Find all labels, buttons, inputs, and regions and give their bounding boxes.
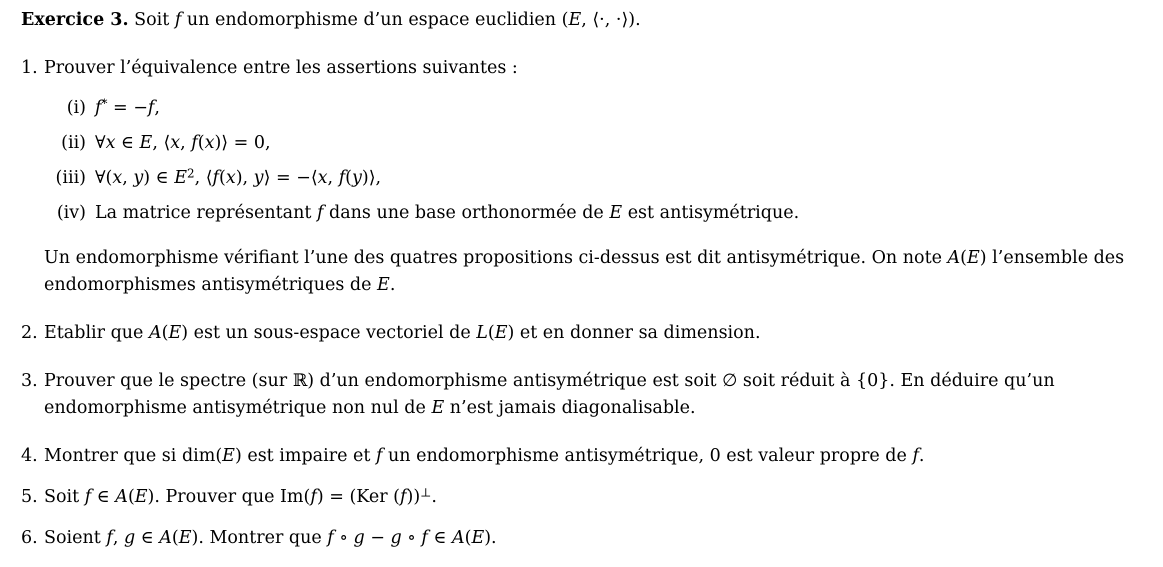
text-segment: )⟩, [361, 168, 382, 188]
text-segment: E [967, 248, 980, 268]
text-segment: , [154, 98, 160, 118]
text-segment: ) ∈ [143, 168, 175, 188]
text-segment: y [352, 168, 362, 188]
text-segment: g [390, 528, 402, 548]
text-segment: ). Montrer que [191, 528, 328, 548]
text-segment: )) [406, 487, 421, 507]
item-number: 2. [21, 323, 38, 343]
text-segment: E [222, 446, 235, 466]
text-segment: Prouver que le spectre (sur ℝ) d’un endomorphisme antisymétrique est soit ∅ soit réduit à {0}. En déduire qu’un endomorphisme antisymétrique non nul de [44, 371, 1055, 418]
text-segment: x [204, 133, 215, 153]
assertion-text [95, 130, 1133, 157]
text-segment: E [377, 275, 390, 295]
text-segment: A [148, 323, 162, 343]
item-number: 3. [21, 371, 38, 391]
text-segment: ⟩ = −⟨ [263, 168, 318, 188]
text-segment: f [310, 487, 317, 507]
text-segment: f [106, 528, 113, 548]
text-segment: ( [171, 528, 179, 548]
text-segment: f [95, 98, 102, 118]
text-segment: est antisymétrique. [622, 203, 800, 223]
text-segment: − [364, 528, 391, 548]
text-segment: . [918, 446, 925, 466]
text-segment: x [105, 133, 116, 153]
item-text [44, 320, 1133, 347]
item-text [44, 484, 1133, 511]
text-segment: Un endomorphisme vérifiant l’une des quatres propositions ci-dessus est dit antisymétrique. On note [44, 248, 948, 268]
exercise-heading [21, 7, 1133, 34]
text-segment: ∘ [401, 528, 422, 548]
text-segment: f [316, 203, 324, 223]
text-segment: f [212, 168, 220, 188]
text-segment: A [451, 528, 465, 548]
exercise-item-1 [21, 55, 1133, 299]
text-segment: Etablir que [44, 323, 149, 343]
text-segment: ) l’ensemble des endomorphismes antisymétriques de [44, 248, 1125, 295]
text-segment: ⊥ [420, 485, 432, 500]
exercise-document [21, 7, 1133, 552]
text-segment: n’est jamais diagonalisable. [444, 398, 696, 418]
text-segment: f [174, 10, 182, 30]
text-segment: x [170, 133, 181, 153]
exercise-item-2 [21, 320, 1133, 347]
exercise-item-3 [21, 368, 1133, 422]
text-segment: ( [345, 168, 352, 188]
text-segment: E [174, 168, 187, 188]
assertion-label: (i) [66, 98, 86, 118]
text-segment: x [225, 168, 236, 188]
text-segment: Soit [128, 10, 175, 30]
text-segment: ( [197, 133, 205, 153]
text-segment: ( [219, 168, 226, 188]
text-segment: f [912, 446, 919, 466]
assertion-list [44, 95, 1133, 227]
text-segment: Soit [44, 487, 85, 507]
text-segment: ∈ [135, 528, 160, 548]
text-segment: * [101, 96, 108, 111]
text-segment: , ⟨·, ·⟩). [581, 10, 641, 30]
text-segment: f [400, 487, 407, 507]
text-segment: , [112, 528, 124, 548]
item-text [44, 55, 1133, 82]
text-segment: , [327, 168, 339, 188]
text-segment: , [180, 133, 192, 153]
text-segment: E [609, 203, 623, 223]
assertion-ii [44, 130, 1133, 157]
text-segment: f [191, 133, 198, 153]
assertion-label: (iv) [56, 203, 86, 223]
text-segment: ∘ [333, 528, 354, 548]
text-segment: E [568, 10, 582, 30]
text-segment: Montrer que si dim( [44, 446, 223, 466]
text-segment: y [133, 168, 144, 188]
text-segment: f [84, 487, 92, 507]
text-segment: g [123, 528, 136, 548]
text-segment: f [338, 168, 346, 188]
text-segment: ) = (Ker ( [316, 487, 401, 507]
text-segment: ∀( [95, 168, 113, 188]
text-segment: E [134, 487, 148, 507]
item-text [44, 368, 1133, 422]
assertion-text [95, 200, 1133, 227]
text-segment: = − [107, 98, 148, 118]
text-segment: g [353, 528, 365, 548]
text-segment: ∈ [91, 487, 116, 507]
text-segment: Exercice 3. [21, 10, 129, 30]
assertion-label: (iii) [55, 168, 86, 188]
text-segment: ). Prouver que Im( [147, 487, 311, 507]
text-segment: ). [484, 528, 497, 548]
text-segment: f [327, 528, 334, 548]
text-segment: un endomorphisme d’un espace euclidien ( [181, 10, 569, 30]
text-segment: ∀ [95, 133, 106, 153]
text-segment: . [389, 275, 396, 295]
text-segment: E [494, 323, 508, 343]
item-body [44, 55, 1133, 299]
item-number: 1. [21, 58, 38, 78]
text-segment: dans une base orthonormée de [323, 203, 610, 223]
text-segment: ∈ [115, 133, 140, 153]
text-segment: ( [161, 323, 169, 343]
text-segment: 2 [187, 166, 195, 181]
assertion-iv [44, 200, 1133, 227]
text-segment: )⟩ = 0, [214, 133, 271, 153]
text-segment: ( [960, 248, 967, 268]
text-segment: ), [235, 168, 254, 188]
text-segment: ( [487, 323, 495, 343]
item-number: 6. [21, 528, 38, 548]
text-segment: E [471, 528, 485, 548]
text-segment: A [159, 528, 172, 548]
text-segment: ( [127, 487, 135, 507]
item-text [44, 525, 1133, 552]
assertion-iii [44, 165, 1133, 192]
text-segment: ) est un sous-espace vectoriel de [181, 323, 477, 343]
text-segment: . [431, 487, 437, 507]
item-number: 5. [21, 487, 38, 507]
text-segment: y [253, 168, 264, 188]
item-text [44, 443, 1133, 470]
text-segment: x [317, 168, 328, 188]
assertion-i [44, 95, 1133, 122]
text-segment: ∈ [427, 528, 452, 548]
text-segment: un endomorphisme antisymétrique, 0 est valeur propre de [382, 446, 913, 466]
text-segment: La matrice représentant [95, 203, 317, 223]
text-segment: , [122, 168, 134, 188]
text-segment: f [375, 446, 383, 466]
text-segment: f [147, 98, 155, 118]
exercise-item-5 [21, 484, 1133, 511]
text-segment: Soient [44, 528, 107, 548]
assertion-label: (ii) [61, 133, 86, 153]
text-segment: , ⟨ [152, 133, 171, 153]
definition-note [44, 245, 1133, 299]
text-segment: E [168, 323, 182, 343]
text-segment: A [115, 487, 128, 507]
text-segment: L [476, 323, 488, 343]
text-segment: E [431, 398, 445, 418]
text-segment: A [947, 248, 961, 268]
text-segment: ) est impaire et [234, 446, 376, 466]
text-segment: ) et en donner sa dimension. [507, 323, 761, 343]
assertion-text [95, 165, 1133, 192]
exercise-item-6 [21, 525, 1133, 552]
text-segment: E [139, 133, 153, 153]
text-segment: f [421, 528, 428, 548]
item-number: 4. [21, 446, 38, 466]
text-segment: , ⟨ [194, 168, 213, 188]
text-segment: ( [464, 528, 472, 548]
exercise-item-4 [21, 443, 1133, 470]
assertion-text [95, 95, 1133, 122]
text-segment: Prouver l’équivalence entre les assertions suivantes : [44, 58, 518, 78]
text-segment: E [178, 528, 192, 548]
text-segment: x [112, 168, 123, 188]
